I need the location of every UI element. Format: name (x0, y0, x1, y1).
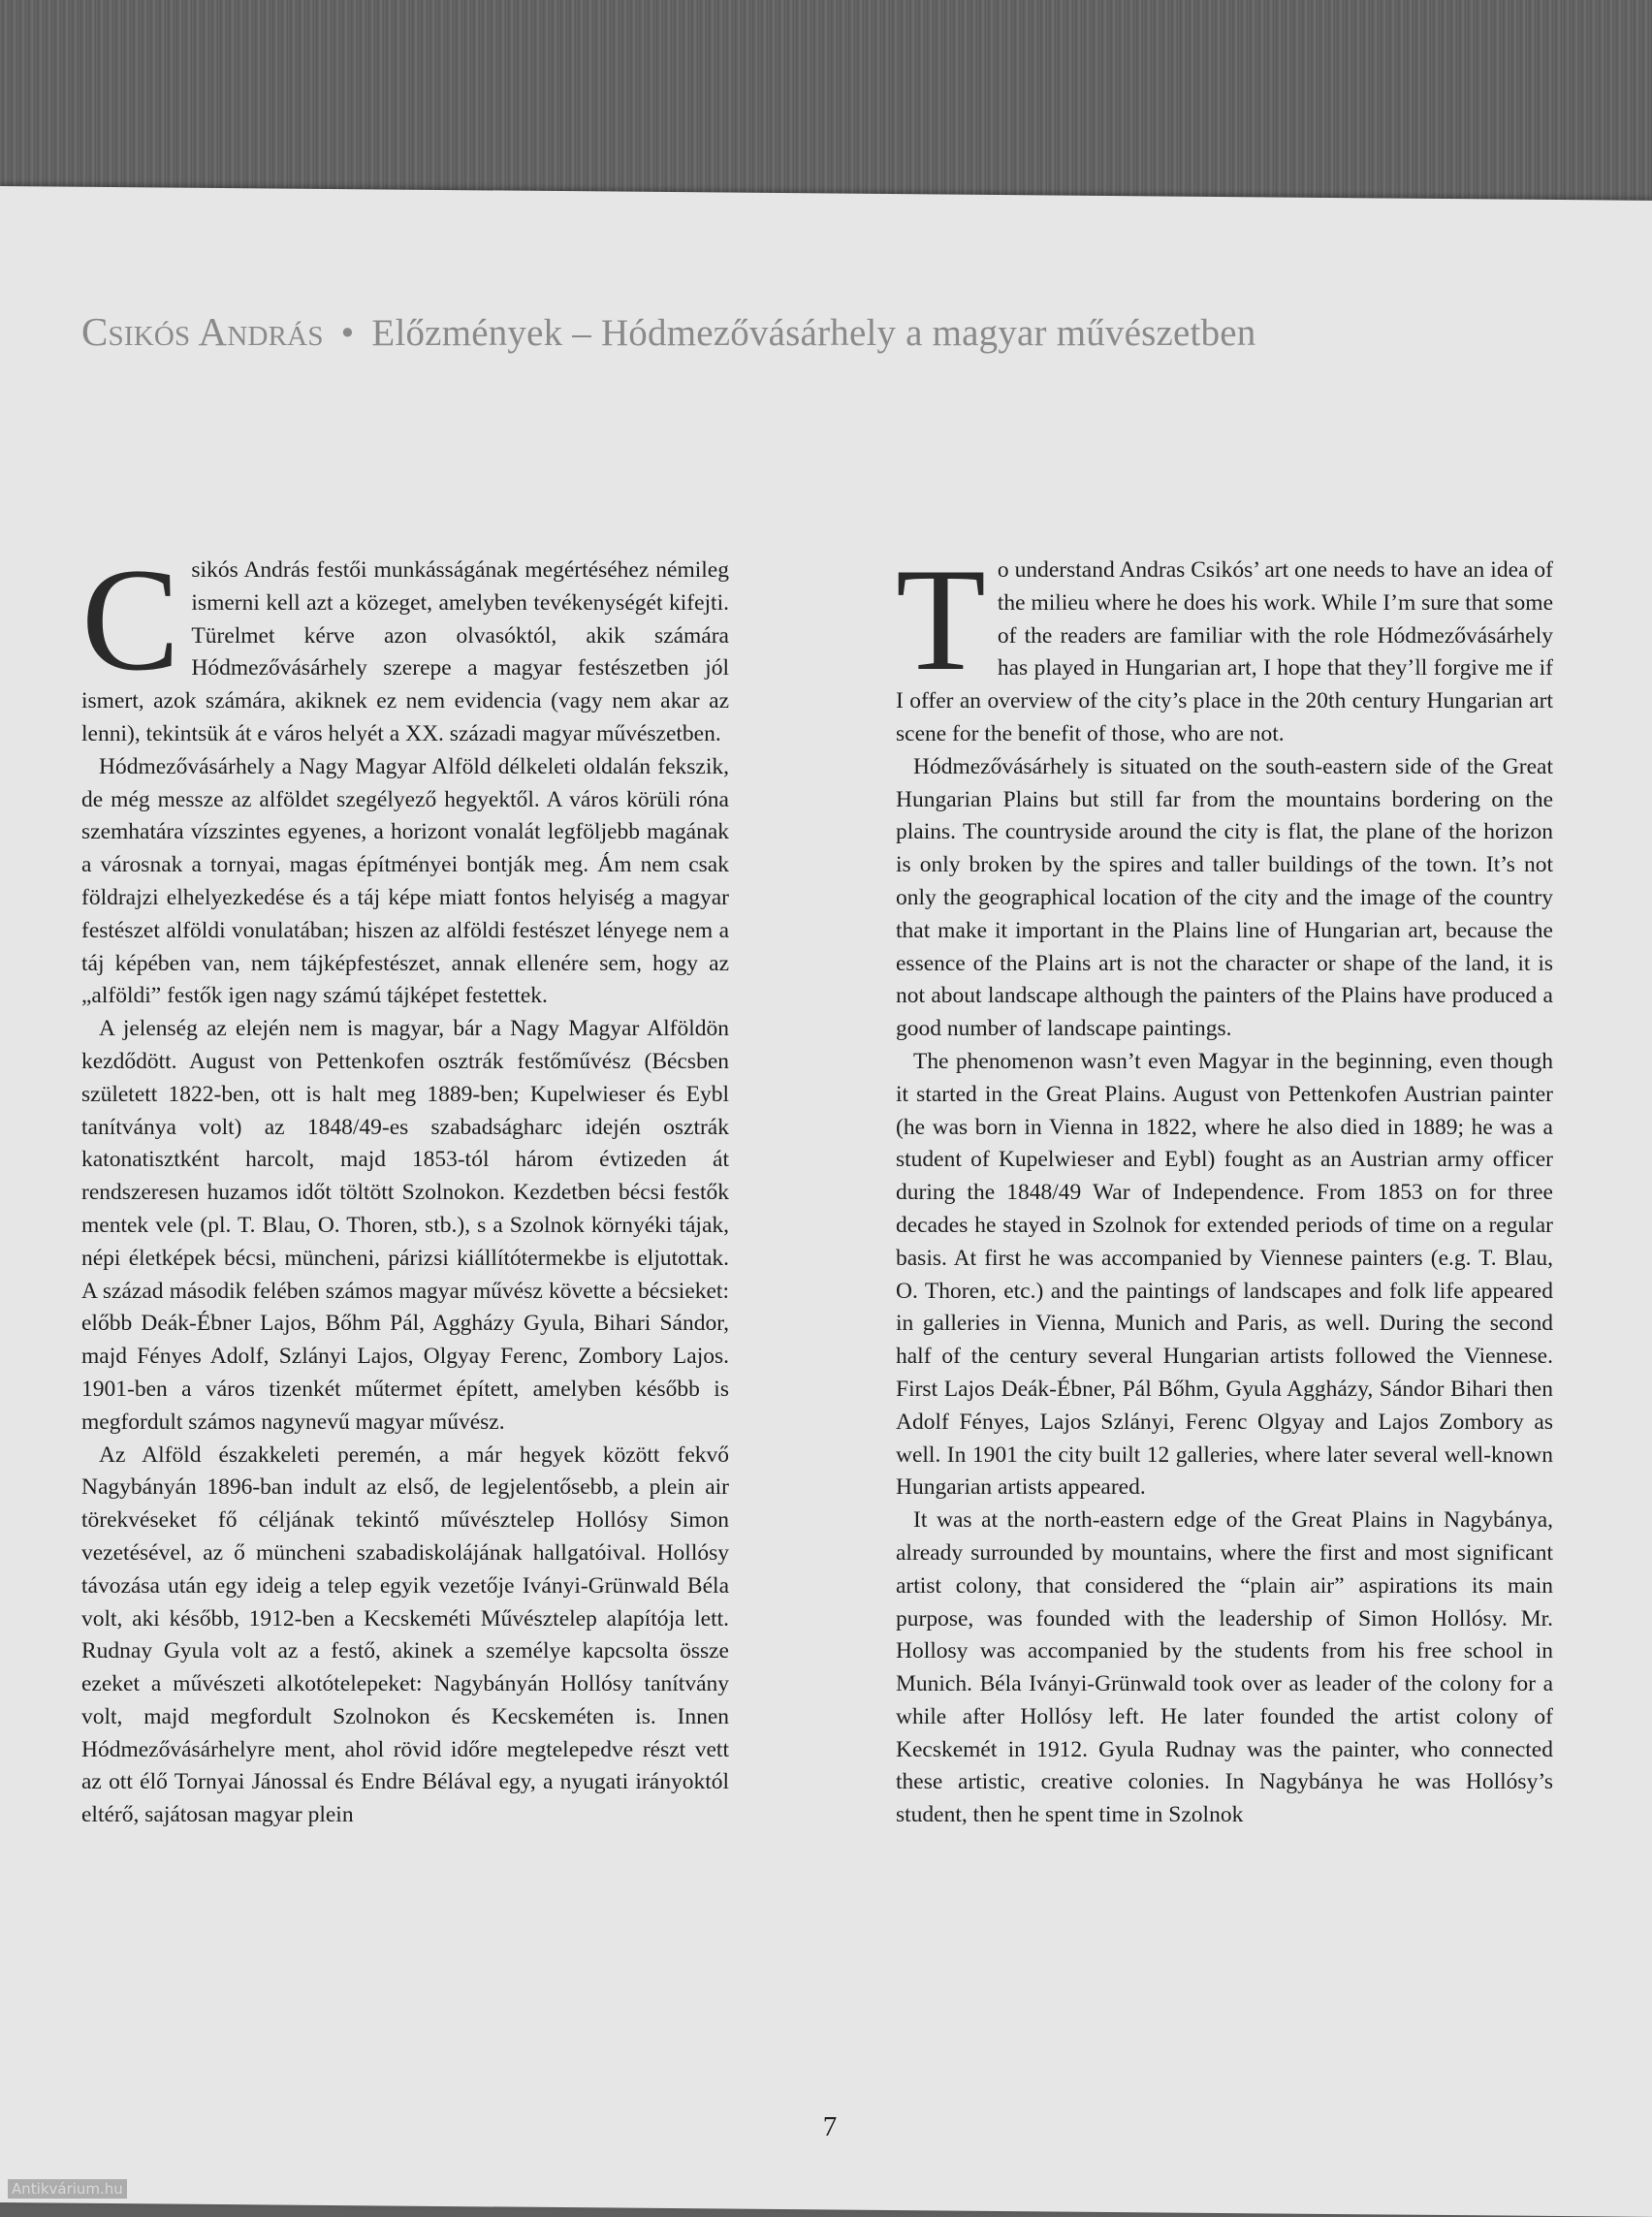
header-separator: • (340, 312, 355, 354)
paragraph: Csikós András festői munkásságának megértéséhez némileg ismerni kell azt a közeget, amelyben tevékenységét kifejti. Türelmet kérve azon olvasóktól, akik számára Hódmezővásárhely szerepe a magyar festészetben jól ismert, azok számára, akiknek ez nem evidencia (vagy nem akar az lenni), tekintsük át e város helyét a XX. századi magyar művészetben. (81, 538, 729, 746)
hungarian-column (81, 538, 729, 1832)
watermark: Antikvárium.hu (8, 2179, 127, 2199)
header-author: Csikós András (81, 309, 324, 354)
english-column (896, 538, 1553, 1832)
paragraph: Hódmezővásárhely a Nagy Magyar Alföld délkeleti oldalán fekszik, de még messze az alföldet szegélyező hegyektől. A város körüli róna szemhatára vízszintes egyenes, a horizont vonalát legföljebb magának a városnak a tornyai, magas építményei bontják meg. Ám nem csak földrajzi elhelyezkedése és a táj képe miatt fontos helyiség a magyar festészet alföldi vonulatában; hiszen az alföldi festészet lényege nem a táj képében van, nem tájképfestészet, annak ellenére sem, hogy az „alföldi” festők igen nagy számú tájképet festettek. (81, 753, 729, 1009)
paragraph: The phenomenon wasn’t even Magyar in the beginning, even though it started in the Great Plains. August von Pettenkofen Austrian painter (he was born in Vienna in 1822, where he also died in 1889; he was a student of Kupelwieser and Eybl) fought as an Austrian army officer during the 1848/49 War of Independence. From 1853 on for three decades he stayed in Szolnok for extended periods of time on a regular basis. At first he was accompanied by Viennese painters (e.g. T. Blau, O. Thoren, etc.) and the paintings of landscapes and folk life appeared in galleries in Vienna, Munich and Paris, as well. During the second half of the century several Hungarian artists followed the Viennese. First Lajos Deák-Ébner, Pál Bőhm, Gyula Aggházy, Sándor Bihari then Adolf Fényes, Lajos Szlányi, Ferenc Olgyay and Lajos Zombory as well. In 1901 the city built 12 galleries, where later several well-known Hungarian artists appeared. (896, 1048, 1553, 1501)
paragraph: To understand Andras Csikós’ art one needs to have an idea of the milieu where he does his work. While I’m sure that some of the readers are familiar with the role Hódmezővásárhely has played in Hungarian art, I hope that they’ll forgive me if I offer an overview of the city’s place in the 20th century Hungarian art scene for the benefit of those, who are not. (896, 538, 1553, 746)
page-number: 7 (822, 2111, 838, 2142)
drop-cap: C (81, 538, 180, 701)
page-header (81, 308, 1536, 355)
drop-cap: T (896, 538, 986, 701)
paragraph: It was at the north-eastern edge of the Great Plains in Nagybánya, already surrounded by mountains, where the first and most significant artist colony, that considered the “plain air” aspirations its main purpose, was founded with the leadership of Simon Hollósy. Mr. Hollosy was accompanied by the students from his free school in Munich. Béla Iványi-Grünwald took over as leader of the colony for a while after Hollósy left. He later founded the artist colony of Kecskemét in 1912. Gyula Rudnay was the painter, who connected these artistic, creative colonies. In Nagybánya he was Hollósy’s student, then he spent time in Szolnok (896, 1507, 1553, 1828)
background-surface (0, 0, 1652, 208)
paragraph: Az Alföld északkeleti peremén, a már hegyek között fekvő Nagybányán 1896-ban indult az első, de legjelentősebb, a plein air törekvéseket fő céljának tekintő művésztelep Hollósy Simon vezetésével, az ő müncheni szabadiskolájának hallgatóival. Hollósy távozása után egy ideig a telep egyik vezetője Iványi-Grünwald Béla volt, aki később, 1912-ben a Kecskeméti Művésztelep alapítója lett. Rudnay Gyula volt az a festő, akinek a személye kapcsolta össze ezeket a művészeti alkotótelepeket: Nagybányán Hollósy tanítvány volt, majd megfordult Szolnokon és Kecskeméten is. Innen Hódmezővásárhelyre ment, ahol rövid időre megtelepedve részt vett az ott élő Tornyai Jánossal és Endre Bélával egy, a nyugati irányoktól eltérő, sajátosan magyar plein (81, 1441, 729, 1828)
paragraph: A jelenség az elején nem is magyar, bár a Nagy Magyar Alföldön kezdődött. August von Pettenkofen osztrák festőművész (Bécsben született 1822-ben, ott is halt meg 1889-ben; Kupelwieser és Eybl tanítványa volt) az 1848/49-es szabadságharc idején osztrák katonatisztként harcolt, majd 1853-tól három évtizeden át rendszeresen huzamos időt töltött Szolnokon. Kezdetben bécsi festők mentek vele (pl. T. Blau, O. Thoren, stb.), s a Szolnok környéki tájak, népi életképek bécsi, müncheni, párizsi kiállítótermekbe is eljutottak. A század második felében számos magyar művész követte a bécsieket: előbb Deák-Ébner Lajos, Bőhm Pál, Aggházy Gyula, Bihari Sándor, majd Fényes Adolf, Szlányi Lajos, Olgyay Ferenc, Zombory Lajos. 1901-ben a város tizenkét műtermet épített, amelyben később is megfordult számos nagynevű magyar művész. (81, 1016, 729, 1435)
header-title: Előzmények – Hódmezővásárhely a magyar művészetben (371, 312, 1256, 354)
paragraph: Hódmezővásárhely is situated on the south-eastern side of the Great Hungarian Plains but still far from the mountains bordering on the plains. The countryside around the city is flat, the plane of the horizon is only broken by the spires and taller buildings of the town. It’s not only the geographical location of the city and the image of the country that make it important in the Plains line of Hungarian art, because the essence of the Plains art is not the character or shape of the land, it is not about landscape although the painters of the Plains have produced a good number of landscape paintings. (896, 753, 1553, 1042)
